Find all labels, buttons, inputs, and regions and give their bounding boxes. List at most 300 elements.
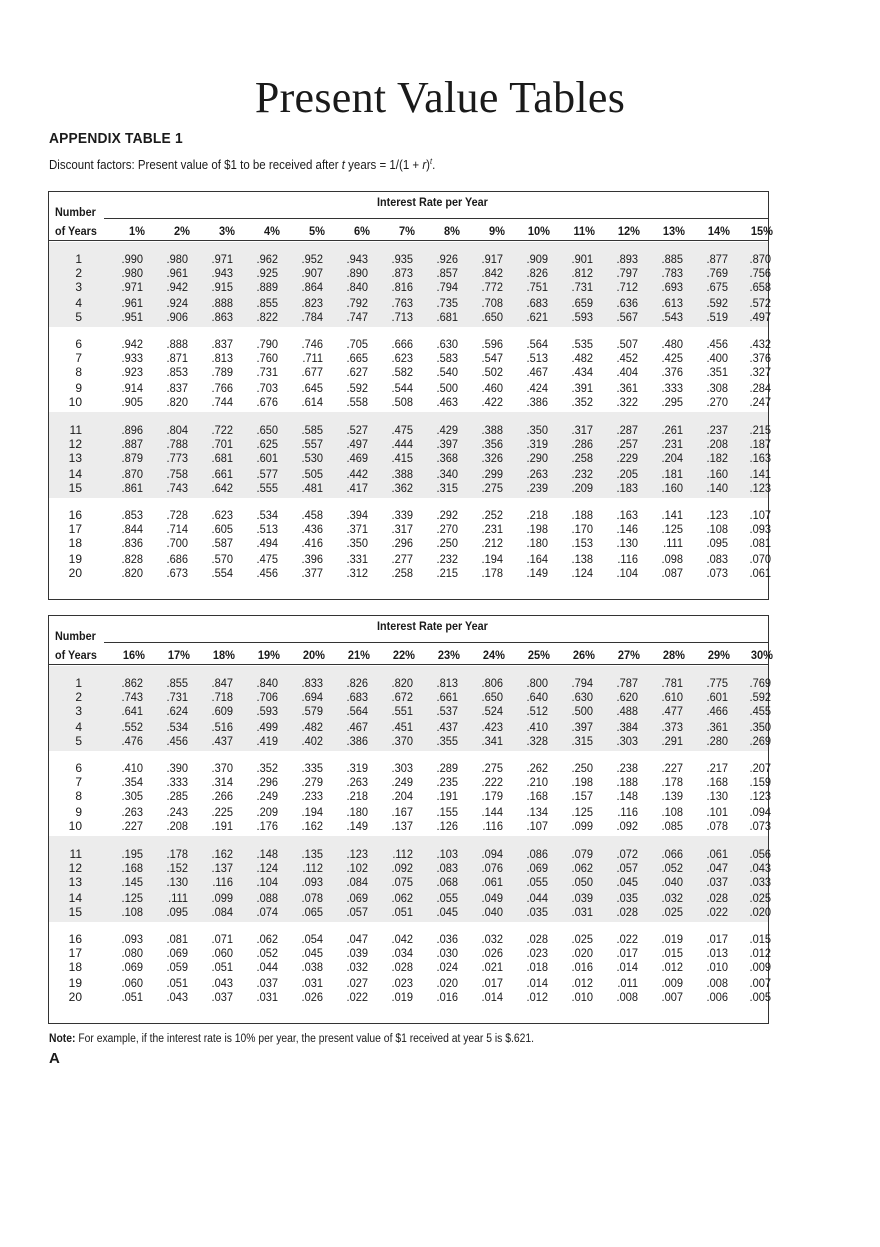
discount-factor: .308 bbox=[706, 381, 728, 396]
discount-factor: .820 bbox=[391, 676, 413, 690]
table-row bbox=[49, 422, 771, 437]
discount-factor: .980 bbox=[166, 252, 188, 266]
table-row bbox=[49, 337, 771, 352]
table-row bbox=[49, 789, 771, 804]
year-number: 16 bbox=[68, 931, 82, 946]
discount-factor: .630 bbox=[571, 690, 593, 704]
discount-factor: .303 bbox=[391, 761, 413, 776]
discount-factor: .422 bbox=[481, 395, 503, 410]
discount-factor: .035 bbox=[616, 890, 638, 905]
discount-factor: .038 bbox=[301, 959, 323, 974]
discount-factor: .032 bbox=[481, 931, 503, 946]
discount-factor: .258 bbox=[391, 565, 413, 580]
discount-factor: .731 bbox=[256, 365, 278, 380]
discount-factor: .673 bbox=[166, 565, 188, 580]
discount-factor: .084 bbox=[346, 874, 368, 889]
year-number: 18 bbox=[68, 535, 82, 550]
discount-factor: .812 bbox=[571, 266, 593, 280]
discount-factor: .094 bbox=[481, 846, 503, 861]
discount-factor: .731 bbox=[571, 280, 593, 294]
discount-factor: .047 bbox=[346, 931, 368, 946]
discount-factor: .837 bbox=[166, 381, 188, 396]
discount-factor: .636 bbox=[616, 296, 638, 310]
discount-factor: .718 bbox=[211, 690, 233, 704]
discount-factor: .458 bbox=[301, 507, 323, 522]
discount-factor: .641 bbox=[121, 704, 143, 718]
discount-factor: .659 bbox=[571, 296, 593, 310]
discount-factor: .961 bbox=[166, 266, 188, 280]
discount-factor: .231 bbox=[481, 521, 503, 536]
discount-factor: .319 bbox=[526, 436, 548, 451]
discount-factor: .564 bbox=[526, 337, 548, 352]
discount-factor: .069 bbox=[346, 890, 368, 905]
discount-factor: .062 bbox=[571, 860, 593, 875]
discount-factor: .054 bbox=[301, 931, 323, 946]
year-number: 19 bbox=[68, 975, 82, 990]
discount-factor: .270 bbox=[706, 395, 728, 410]
rate-header: 20% bbox=[302, 648, 325, 662]
discount-factor: .275 bbox=[481, 761, 503, 776]
note-text: For example, if the interest rate is 10% per year, the present value of $1 received at year 5 is $.621. bbox=[75, 1033, 534, 1045]
discount-factor: .377 bbox=[301, 565, 323, 580]
discount-factor: .123 bbox=[749, 789, 771, 804]
discount-factor: .701 bbox=[211, 436, 233, 451]
discount-factor: .010 bbox=[571, 989, 593, 1004]
year-number: 15 bbox=[68, 904, 82, 919]
discount-factor: .014 bbox=[526, 975, 548, 990]
discount-factor: .101 bbox=[706, 805, 728, 820]
rate-header: 21% bbox=[347, 648, 370, 662]
discount-factor: .942 bbox=[121, 337, 143, 352]
discount-factor: .512 bbox=[526, 704, 548, 718]
rate-header: 3% bbox=[219, 224, 235, 238]
discount-factor: .356 bbox=[481, 436, 503, 451]
discount-factor: .125 bbox=[661, 521, 683, 536]
discount-factor: .585 bbox=[301, 422, 323, 437]
discount-factor: .909 bbox=[526, 252, 548, 266]
discount-factor: .061 bbox=[706, 846, 728, 861]
discount-factor: .370 bbox=[391, 734, 413, 748]
discount-factor: .227 bbox=[661, 761, 683, 776]
discount-factor: .022 bbox=[706, 904, 728, 919]
discount-factor: .032 bbox=[346, 959, 368, 974]
discount-factor: .086 bbox=[526, 846, 548, 861]
discount-factor: .551 bbox=[391, 704, 413, 718]
discount-factor: .025 bbox=[571, 931, 593, 946]
discount-factor: .191 bbox=[211, 819, 233, 834]
discount-factor: .025 bbox=[749, 890, 771, 905]
discount-factor: .466 bbox=[706, 704, 728, 718]
discount-factor: .227 bbox=[121, 819, 143, 834]
discount-factor: .069 bbox=[121, 959, 143, 974]
discount-factor: .477 bbox=[661, 704, 683, 718]
discount-factor: .159 bbox=[749, 775, 771, 790]
discount-factor: .146 bbox=[616, 521, 638, 536]
discount-factor: .456 bbox=[166, 734, 188, 748]
discount-factor: .681 bbox=[436, 310, 458, 324]
discount-factor: .855 bbox=[256, 296, 278, 310]
discount-factor: .286 bbox=[571, 436, 593, 451]
discount-factor: .943 bbox=[211, 266, 233, 280]
discount-factor: .624 bbox=[166, 704, 188, 718]
discount-factor: .257 bbox=[616, 436, 638, 451]
discount-factor: .157 bbox=[571, 789, 593, 804]
discount-factor: .751 bbox=[526, 280, 548, 294]
table-row bbox=[49, 296, 771, 310]
discount-factor: .558 bbox=[346, 395, 368, 410]
discount-factor: .621 bbox=[526, 310, 548, 324]
discount-factor: .763 bbox=[391, 296, 413, 310]
discount-factor: .513 bbox=[256, 521, 278, 536]
header-rule bbox=[49, 240, 768, 241]
discount-factor: .391 bbox=[571, 381, 593, 396]
year-number: 2 bbox=[75, 266, 82, 280]
discount-factor: .083 bbox=[706, 551, 728, 566]
discount-factor: .577 bbox=[256, 466, 278, 481]
discount-factor: .896 bbox=[121, 422, 143, 437]
discount-factor: .917 bbox=[481, 252, 503, 266]
discount-factor: .015 bbox=[661, 945, 683, 960]
discount-factor: .081 bbox=[166, 931, 188, 946]
discount-factor: .494 bbox=[256, 535, 278, 550]
discount-factor: .078 bbox=[706, 819, 728, 834]
table-row bbox=[49, 507, 771, 522]
discount-factor: .460 bbox=[481, 381, 503, 396]
discount-factor: .863 bbox=[211, 310, 233, 324]
note-label: Note: bbox=[49, 1033, 76, 1045]
discount-factor: .092 bbox=[616, 819, 638, 834]
table-row bbox=[49, 252, 771, 266]
discount-factor: .060 bbox=[211, 945, 233, 960]
discount-factor: .410 bbox=[526, 720, 548, 734]
discount-factor: .028 bbox=[706, 890, 728, 905]
table-row bbox=[49, 945, 771, 960]
discount-factor: .258 bbox=[571, 450, 593, 465]
discount-factor: .708 bbox=[481, 296, 503, 310]
discount-factor: .148 bbox=[616, 789, 638, 804]
rate-header: 19% bbox=[257, 648, 280, 662]
discount-factor: .212 bbox=[481, 535, 503, 550]
table-row bbox=[49, 846, 771, 861]
discount-factor: .630 bbox=[436, 337, 458, 352]
discount-factor: .085 bbox=[661, 819, 683, 834]
caption-r: r bbox=[422, 158, 427, 173]
table-row bbox=[49, 266, 771, 280]
number-label: Number bbox=[55, 205, 96, 219]
discount-factor: .218 bbox=[346, 789, 368, 804]
table-row bbox=[49, 734, 771, 748]
discount-factor: .065 bbox=[301, 904, 323, 919]
table-row bbox=[49, 904, 771, 919]
caption-sup: t bbox=[430, 157, 433, 166]
discount-factor: .437 bbox=[211, 734, 233, 748]
year-number: 20 bbox=[68, 565, 82, 580]
discount-factor: .130 bbox=[166, 874, 188, 889]
rate-header: 25% bbox=[527, 648, 550, 662]
discount-factor: .593 bbox=[571, 310, 593, 324]
discount-factor: .961 bbox=[121, 296, 143, 310]
discount-factor: .350 bbox=[346, 535, 368, 550]
discount-factor: .137 bbox=[211, 860, 233, 875]
discount-factor: .012 bbox=[526, 989, 548, 1004]
discount-factor: .178 bbox=[166, 846, 188, 861]
discount-factor: .078 bbox=[301, 890, 323, 905]
discount-factor: .076 bbox=[481, 860, 503, 875]
discount-factor: .187 bbox=[749, 436, 771, 451]
discount-factor: .232 bbox=[436, 551, 458, 566]
discount-factor: .144 bbox=[481, 805, 503, 820]
year-number: 15 bbox=[68, 480, 82, 495]
discount-factor: .694 bbox=[301, 690, 323, 704]
discount-factor: .108 bbox=[661, 805, 683, 820]
discount-factor: .083 bbox=[436, 860, 458, 875]
discount-factor: .743 bbox=[121, 690, 143, 704]
rate-header: 27% bbox=[617, 648, 640, 662]
discount-factor: .194 bbox=[481, 551, 503, 566]
discount-factor: .012 bbox=[661, 959, 683, 974]
year-number: 14 bbox=[68, 466, 82, 481]
discount-factor: .149 bbox=[526, 565, 548, 580]
year-number: 12 bbox=[68, 436, 82, 451]
table-row bbox=[49, 704, 771, 718]
discount-factor: .180 bbox=[526, 535, 548, 550]
year-number: 13 bbox=[68, 874, 82, 889]
discount-factor: .328 bbox=[526, 734, 548, 748]
discount-factor: .650 bbox=[481, 310, 503, 324]
discount-factor: .870 bbox=[121, 466, 143, 481]
discount-factor: .164 bbox=[526, 551, 548, 566]
rate-header: 29% bbox=[707, 648, 730, 662]
year-number: 13 bbox=[68, 450, 82, 465]
discount-factor: .028 bbox=[526, 931, 548, 946]
discount-factor: .823 bbox=[301, 296, 323, 310]
of-years-label: of Years bbox=[55, 224, 97, 238]
discount-factor: .277 bbox=[391, 551, 413, 566]
discount-factor: .263 bbox=[346, 775, 368, 790]
discount-factor: .773 bbox=[166, 450, 188, 465]
year-number: 8 bbox=[75, 365, 82, 380]
discount-factor: .327 bbox=[749, 365, 771, 380]
discount-factor: .181 bbox=[661, 466, 683, 481]
discount-factor: .907 bbox=[301, 266, 323, 280]
discount-factor: .564 bbox=[346, 704, 368, 718]
discount-factor: .547 bbox=[481, 351, 503, 366]
table-row bbox=[49, 310, 771, 324]
discount-factor: .650 bbox=[256, 422, 278, 437]
discount-factor: .269 bbox=[749, 734, 771, 748]
of-years-label: of Years bbox=[55, 648, 97, 662]
discount-factor: .055 bbox=[526, 874, 548, 889]
discount-factor: .933 bbox=[121, 351, 143, 366]
table-row bbox=[49, 874, 771, 889]
discount-factor: .103 bbox=[436, 846, 458, 861]
discount-factor: .031 bbox=[301, 975, 323, 990]
discount-factor: .198 bbox=[526, 521, 548, 536]
discount-factor: .482 bbox=[571, 351, 593, 366]
discount-factor: .135 bbox=[301, 846, 323, 861]
discount-factor: .722 bbox=[211, 422, 233, 437]
discount-factor: .853 bbox=[166, 365, 188, 380]
discount-factor: .250 bbox=[436, 535, 458, 550]
year-number: 11 bbox=[69, 422, 82, 437]
discount-factor: .516 bbox=[211, 720, 233, 734]
rate-header: 7% bbox=[399, 224, 415, 238]
discount-factor: .252 bbox=[481, 507, 503, 522]
discount-factor: .022 bbox=[616, 931, 638, 946]
discount-factor: .061 bbox=[749, 565, 771, 580]
discount-factor: .016 bbox=[436, 989, 458, 1004]
discount-factor: .008 bbox=[706, 975, 728, 990]
discount-factor: .012 bbox=[749, 945, 771, 960]
discount-factor: .731 bbox=[166, 690, 188, 704]
table-row bbox=[49, 436, 771, 451]
discount-factor: .104 bbox=[616, 565, 638, 580]
discount-factor: .862 bbox=[121, 676, 143, 690]
discount-factor: .162 bbox=[211, 846, 233, 861]
discount-factor: .467 bbox=[526, 365, 548, 380]
discount-factor: .182 bbox=[706, 450, 728, 465]
caption-end: . bbox=[432, 158, 436, 173]
discount-factor: .488 bbox=[616, 704, 638, 718]
discount-factor: .873 bbox=[391, 266, 413, 280]
discount-factor: .124 bbox=[571, 565, 593, 580]
discount-factor: .290 bbox=[526, 450, 548, 465]
discount-factor: .794 bbox=[571, 676, 593, 690]
discount-factor: .614 bbox=[301, 395, 323, 410]
discount-factor: .775 bbox=[706, 676, 728, 690]
discount-factor: .888 bbox=[211, 296, 233, 310]
discount-factor: .666 bbox=[391, 337, 413, 352]
discount-factor: .613 bbox=[661, 296, 683, 310]
discount-factor: .469 bbox=[346, 450, 368, 465]
discount-factor: .368 bbox=[436, 450, 458, 465]
discount-factor: .057 bbox=[616, 860, 638, 875]
footnote bbox=[49, 1033, 534, 1045]
rate-header: 5% bbox=[309, 224, 325, 238]
discount-factor: .107 bbox=[749, 507, 771, 522]
year-number: 2 bbox=[75, 690, 82, 704]
discount-factor: .073 bbox=[706, 565, 728, 580]
discount-factor: .061 bbox=[481, 874, 503, 889]
discount-factor: .019 bbox=[391, 989, 413, 1004]
discount-factor: .864 bbox=[301, 280, 323, 294]
discount-factor: .044 bbox=[526, 890, 548, 905]
discount-factor: .333 bbox=[661, 381, 683, 396]
discount-factor: .204 bbox=[661, 450, 683, 465]
discount-factor: .015 bbox=[749, 931, 771, 946]
discount-factor: .792 bbox=[346, 296, 368, 310]
discount-factor: .703 bbox=[256, 381, 278, 396]
discount-factor: .650 bbox=[481, 690, 503, 704]
discount-factor: .163 bbox=[616, 507, 638, 522]
discount-factor: .417 bbox=[346, 480, 368, 495]
discount-factor: .971 bbox=[121, 280, 143, 294]
rate-header: 30% bbox=[750, 648, 773, 662]
discount-factor: .455 bbox=[749, 704, 771, 718]
year-number: 12 bbox=[68, 860, 82, 875]
year-number: 7 bbox=[75, 775, 82, 790]
table-row bbox=[49, 480, 771, 495]
discount-factor: .681 bbox=[211, 450, 233, 465]
year-number: 1 bbox=[75, 676, 82, 690]
discount-factor: .390 bbox=[166, 761, 188, 776]
discount-factor: .130 bbox=[706, 789, 728, 804]
discount-factor: .116 bbox=[482, 819, 503, 834]
discount-factor: .499 bbox=[256, 720, 278, 734]
year-number: 6 bbox=[75, 337, 82, 352]
discount-factor: .215 bbox=[436, 565, 458, 580]
discount-factor: .376 bbox=[749, 351, 771, 366]
discount-factor: .906 bbox=[166, 310, 188, 324]
discount-factor: .806 bbox=[481, 676, 503, 690]
discount-factor: .051 bbox=[211, 959, 233, 974]
discount-factor: .833 bbox=[301, 676, 323, 690]
discount-factor: .056 bbox=[749, 846, 771, 861]
header-divider bbox=[104, 218, 768, 219]
discount-factor: .183 bbox=[616, 480, 638, 495]
discount-factor: .640 bbox=[526, 690, 548, 704]
discount-factor: .123 bbox=[749, 480, 771, 495]
discount-factor: .861 bbox=[121, 480, 143, 495]
discount-factor: .191 bbox=[436, 789, 458, 804]
discount-factor: .160 bbox=[706, 466, 728, 481]
discount-factor: .842 bbox=[481, 266, 503, 280]
discount-factor: .693 bbox=[661, 280, 683, 294]
discount-factor: .746 bbox=[301, 337, 323, 352]
discount-factor: .279 bbox=[301, 775, 323, 790]
year-number: 18 bbox=[68, 959, 82, 974]
discount-factor: .270 bbox=[436, 521, 458, 536]
discount-factor: .275 bbox=[481, 480, 503, 495]
discount-factor: .925 bbox=[256, 266, 278, 280]
discount-factor: .126 bbox=[436, 819, 458, 834]
discount-factor: .296 bbox=[256, 775, 278, 790]
discount-factor: .195 bbox=[121, 846, 143, 861]
header-rule bbox=[49, 664, 768, 665]
rate-header: 6% bbox=[354, 224, 370, 238]
discount-factor: .530 bbox=[301, 450, 323, 465]
discount-factor: .069 bbox=[526, 860, 548, 875]
discount-factor: .231 bbox=[661, 436, 683, 451]
year-number: 8 bbox=[75, 789, 82, 804]
discount-factor: .317 bbox=[391, 521, 413, 536]
caption-text: Discount factors: Present value of $1 to be received after bbox=[49, 158, 342, 173]
discount-factor: .043 bbox=[166, 989, 188, 1004]
discount-factor: .826 bbox=[346, 676, 368, 690]
discount-factor: .036 bbox=[436, 931, 458, 946]
discount-factor: .744 bbox=[211, 395, 233, 410]
discount-factor: .871 bbox=[166, 351, 188, 366]
discount-factor: .025 bbox=[661, 904, 683, 919]
table-row bbox=[49, 761, 771, 776]
table-row bbox=[49, 381, 771, 396]
discount-factor: .592 bbox=[749, 690, 771, 704]
discount-factor: .432 bbox=[749, 337, 771, 352]
discount-factor: .145 bbox=[121, 874, 143, 889]
discount-factor: .463 bbox=[436, 395, 458, 410]
discount-factor: .800 bbox=[526, 676, 548, 690]
table-header bbox=[49, 616, 768, 646]
table-row bbox=[49, 720, 771, 734]
discount-factor: .424 bbox=[526, 381, 548, 396]
discount-factor: .527 bbox=[346, 422, 368, 437]
discount-factor: .467 bbox=[346, 720, 368, 734]
discount-factor: .052 bbox=[661, 860, 683, 875]
rate-header: 24% bbox=[482, 648, 505, 662]
discount-factor: .045 bbox=[616, 874, 638, 889]
footer-letter: A bbox=[49, 1050, 60, 1067]
discount-factor: .544 bbox=[391, 381, 413, 396]
